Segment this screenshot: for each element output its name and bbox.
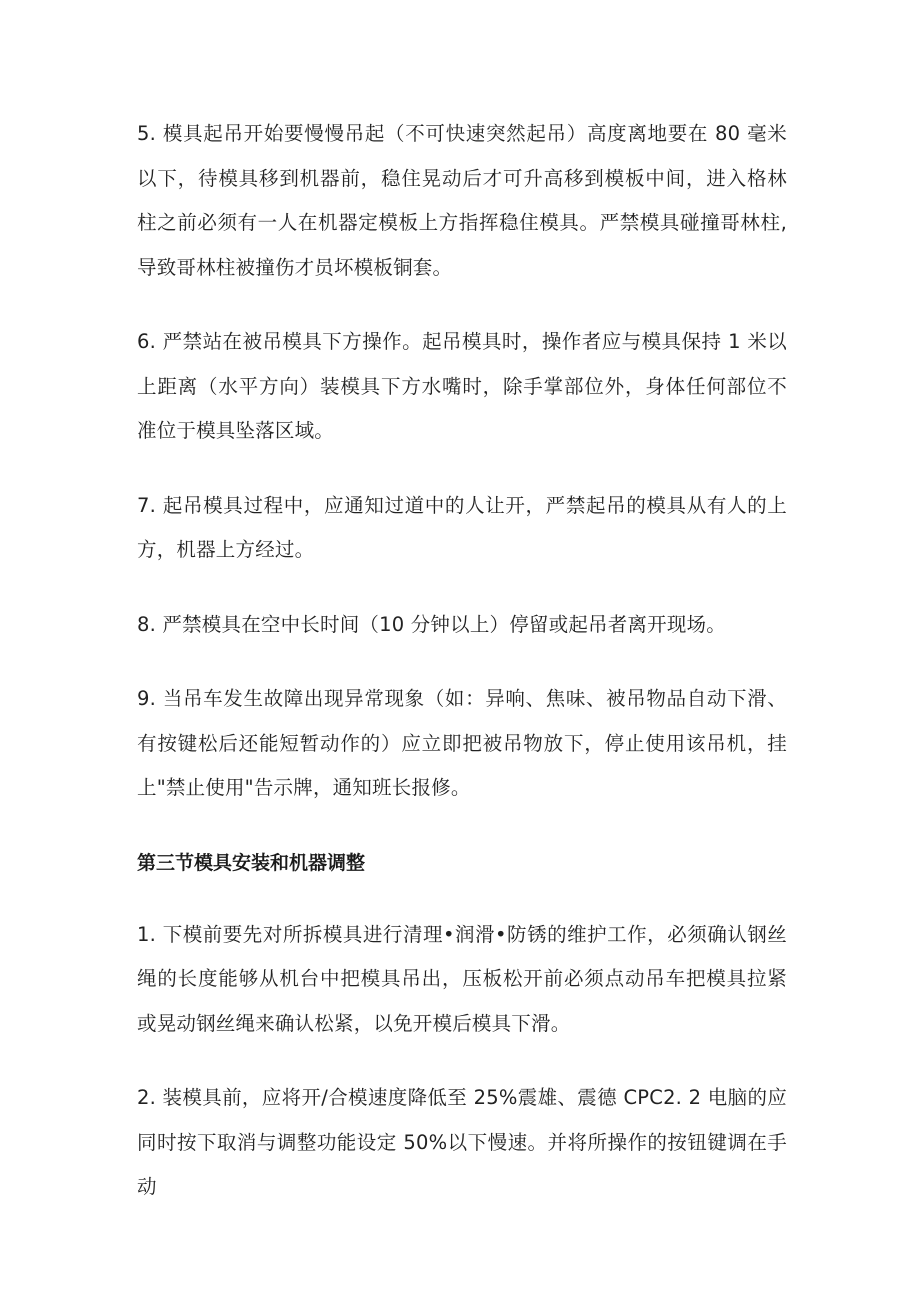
paragraph-item-8: 8. 严禁模具在空中长时间（10 分钟以上）停留或起吊者离开现场。 xyxy=(137,612,726,636)
section-heading: 第三节模具安装和机器调整 xyxy=(137,851,366,874)
paragraph-item-1: 1. 下模前要先对所拆模具进行清理•润滑•防锈的维护工作，必须确认钢丝绳的长度能够从机台中把模具吊出，压板松开前必须点动吊车把模具拉紧或晃动钢丝绳来确认松紧，以免开模后模具下滑。 xyxy=(137,922,787,1035)
paragraph-item-2: 2. 装模具前，应将开/合模速度降低至 25%震雄、震德 CPC2. 2 电脑的应同时按下取消与调整功能设定 50%以下慢速。并将所操作的按钮键调在手动 xyxy=(137,1086,787,1198)
paragraph-item-7: 7. 起吊模具过程中，应通知过道中的人让开，严禁起吊的模具从有人的上方，机器上方经过。 xyxy=(137,493,787,561)
document-page xyxy=(137,112,787,1240)
paragraph-item-6: 6. 严禁站在被吊模具下方操作。起吊模具时，操作者应与模具保持 1 米以上距离（水平方向）装模具下方水嘴时，除手掌部位外，身体任何部位不准位于模具坠落区域。 xyxy=(137,330,787,442)
paragraph-item-9: 9. 当吊车发生故障出现异常现象（如：异响、焦味、被吊物品自动下滑、有按键松后还能短暂动作的）应立即把被吊物放下，停止使用该吊机，挂上"禁止使用"告示牌，通知班长报修。 xyxy=(137,687,787,799)
paragraph-item-5: 5. 模具起吊开始要慢慢吊起（不可快速突然起吊）高度离地要在 80 毫米以下，待模具移到机器前，稳住晃动后才可升高移到模板中间，进入格林柱之前必须有一人在机器定模板上方指挥稳住模具。严禁模具碰撞哥林柱,导致哥林柱被撞伤才员坏模板铜套。 xyxy=(137,122,787,279)
